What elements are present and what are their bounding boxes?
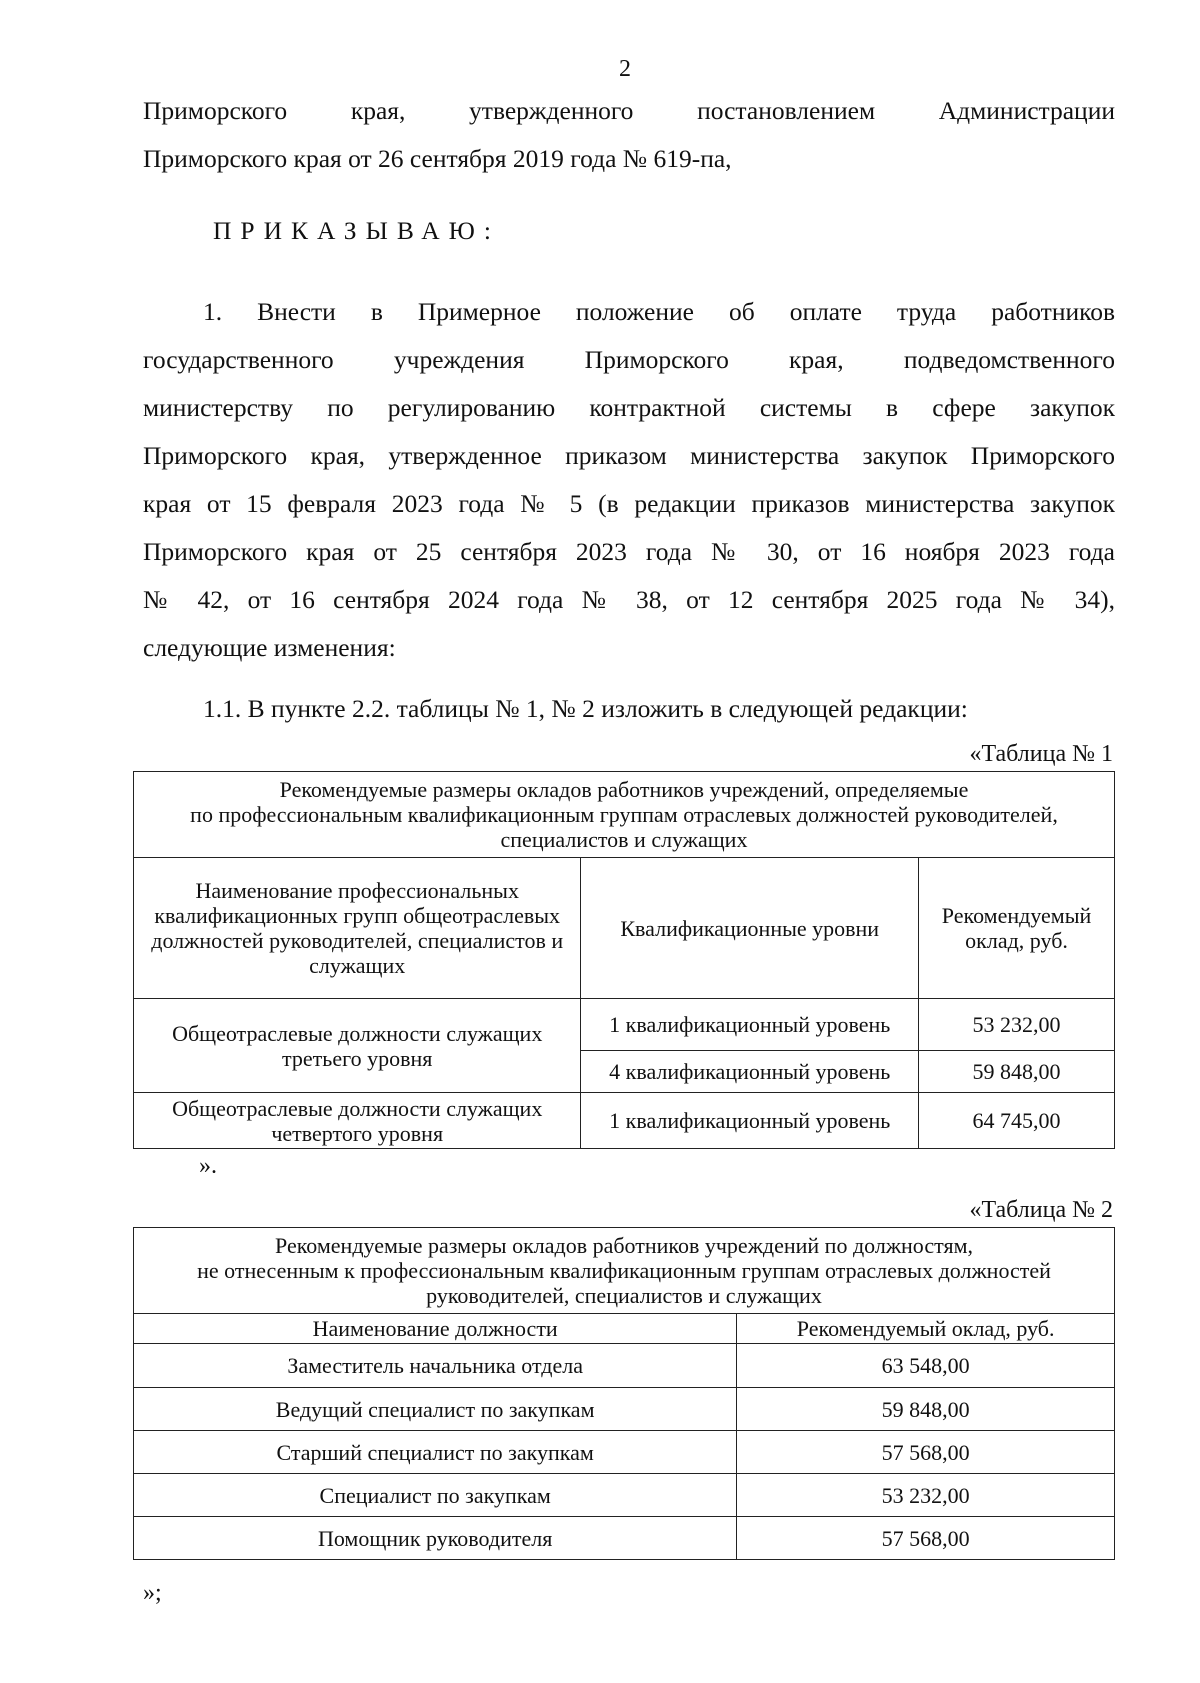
text-line: министерству по регулированию контрактной системы в сфере закупок xyxy=(143,393,1115,422)
table1-header-salary: Рекомендуемый оклад, руб. xyxy=(919,858,1115,999)
table1-salary: 64 745,00 xyxy=(919,1093,1115,1149)
table1-salary: 59 848,00 xyxy=(919,1051,1115,1093)
order-heading: ПРИКАЗЫВАЮ: xyxy=(213,216,500,245)
table1-title-line: Рекомендуемые размеры окладов работников учреждений, определяемые xyxy=(279,777,969,802)
table1 xyxy=(133,771,1115,1149)
table2-salary: 59 848,00 xyxy=(737,1388,1115,1431)
table2-salary: 53 232,00 xyxy=(737,1474,1115,1517)
table-row xyxy=(134,1344,1115,1388)
table-row xyxy=(134,1474,1115,1517)
table2-position: Помощник руководителя xyxy=(134,1517,737,1560)
table2-caption: «Таблица № 2 xyxy=(969,1197,1113,1223)
table-row xyxy=(134,1388,1115,1431)
table1-level: 4 квалификационный уровень xyxy=(581,1051,919,1093)
table-row xyxy=(134,999,1115,1051)
table1-level: 1 квалификационный уровень xyxy=(581,1093,919,1149)
table-row xyxy=(134,1517,1115,1560)
table2-salary: 63 548,00 xyxy=(737,1344,1115,1388)
text-line: Приморского края от 25 сентября 2023 года № 30, от 16 ноября 2023 года xyxy=(143,537,1115,566)
text-line: Приморского края, утвержденного постановлением Администрации xyxy=(143,96,1115,125)
table2-position: Специалист по закупкам xyxy=(134,1474,737,1517)
page-number: 2 xyxy=(619,56,631,82)
table2-title-line: не отнесенным к профессиональным квалификационным группам отраслевых должностей xyxy=(197,1258,1051,1283)
text-line: края от 15 февраля 2023 года № 5 (в редакции приказов министерства закупок xyxy=(143,489,1115,518)
table1-title-line: по профессиональным квалификационным группам отраслевых должностей руководителей, xyxy=(190,802,1058,827)
table-row xyxy=(134,1093,1115,1149)
table1-header-level: Квалификационные уровни xyxy=(581,858,919,999)
table2-title xyxy=(134,1228,1115,1314)
text-line: следующие изменения: xyxy=(143,633,396,662)
table2-header-position: Наименование должности xyxy=(134,1314,737,1344)
table1-caption: «Таблица № 1 xyxy=(969,741,1113,767)
table-row xyxy=(134,1431,1115,1474)
table1-header-group: Наименование профессиональных квалификационных групп общеотраслевых должностей руководителей, специалистов и служащих xyxy=(134,858,581,999)
table2-closing: »; xyxy=(143,1580,162,1606)
table2-title-line: руководителей, специалистов и служащих xyxy=(426,1283,822,1308)
table2-header-salary: Рекомендуемый оклад, руб. xyxy=(737,1314,1115,1344)
table1-group-name: Общеотраслевые должности служащих четвертого уровня xyxy=(134,1093,581,1149)
text-line: Приморского края, утвержденное приказом министерства закупок Приморского xyxy=(143,441,1115,470)
table1-group-name: Общеотраслевые должности служащих третьего уровня xyxy=(134,999,581,1093)
table1-title xyxy=(134,772,1115,858)
text-line: государственного учреждения Приморского края, подведомственного xyxy=(143,345,1115,374)
text-line: № 42, от 16 сентября 2024 года № 38, от 12 сентября 2025 года № 34), xyxy=(143,585,1115,614)
text-line: Приморского края от 26 сентября 2019 года № 619-па, xyxy=(143,144,732,173)
text-line: 1. Внести в Примерное положение об оплате труда работников xyxy=(203,297,1115,326)
table1-level: 1 квалификационный уровень xyxy=(581,999,919,1051)
table2-title-line: Рекомендуемые размеры окладов работников учреждений по должностям, xyxy=(275,1233,973,1258)
table1-closing: ». xyxy=(199,1153,217,1179)
table2-position: Заместитель начальника отдела xyxy=(134,1344,737,1388)
table2-position: Старший специалист по закупкам xyxy=(134,1431,737,1474)
intro-paragraph xyxy=(143,87,1115,183)
table2-position: Ведущий специалист по закупкам xyxy=(134,1388,737,1431)
item-1-paragraph xyxy=(143,288,1115,672)
table1-title-line: специалистов и служащих xyxy=(500,827,748,852)
table2 xyxy=(133,1227,1115,1560)
table2-salary: 57 568,00 xyxy=(737,1517,1115,1560)
table1-salary: 53 232,00 xyxy=(919,999,1115,1051)
table2-salary: 57 568,00 xyxy=(737,1431,1115,1474)
item-1-1: 1.1. В пункте 2.2. таблицы № 1, № 2 изложить в следующей редакции: xyxy=(203,694,968,723)
